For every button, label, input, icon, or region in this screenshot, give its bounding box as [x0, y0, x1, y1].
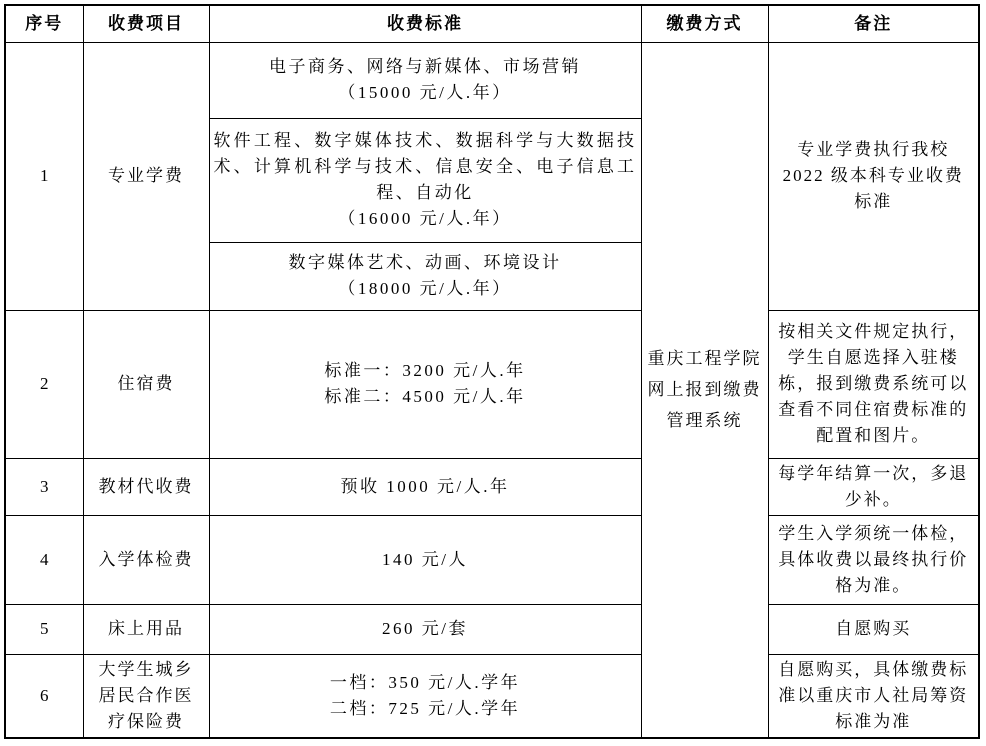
- row2-no: 2: [5, 310, 83, 458]
- standard-line: 预收 1000 元/人.年: [340, 476, 510, 496]
- standard-line: 140 元/人: [382, 549, 468, 569]
- header-cell-no: 序号: [5, 5, 83, 42]
- row6-no: 6: [5, 654, 83, 738]
- payment-method-cell: 重庆工程学院网上报到缴费管理系统: [641, 42, 768, 738]
- table-row: [5, 42, 979, 118]
- row2-remark: 按相关文件规定执行，学生自愿选择入驻楼栋，报到缴费系统可以查看不同住宿费标准的配置和图片。: [768, 310, 979, 458]
- row3-item: 教材代收费: [83, 458, 209, 515]
- row6-standard: [209, 654, 641, 738]
- standard-line: 标准一：3200 元/人.年: [324, 361, 526, 380]
- majors-text: 电子商务、网络与新媒体、市场营销: [269, 57, 581, 76]
- price-text: （18000 元/人.年）: [338, 279, 512, 298]
- majors-text: 数字媒体艺术、动画、环境设计: [288, 253, 562, 272]
- row3-remark: 每学年结算一次，多退少补。: [768, 458, 979, 515]
- standard-line: 二档：725 元/人.学年: [329, 698, 521, 718]
- row4-item: 入学体检费: [83, 515, 209, 604]
- price-text: （15000 元/人.年）: [338, 83, 512, 102]
- row1-no: 1: [5, 42, 83, 310]
- row5-remark: 自愿购买: [768, 604, 979, 654]
- header-cell-standard: 收费标准: [209, 5, 641, 42]
- row3-standard: [209, 458, 641, 515]
- standard-line: 标准二：4500 元/人.年: [324, 387, 526, 406]
- row1-standard-1: [209, 42, 641, 118]
- row4-standard: [209, 515, 641, 604]
- header-cell-remark: 备注: [768, 5, 979, 42]
- row5-standard: [209, 604, 641, 654]
- standard-line: 260 元/套: [382, 619, 468, 638]
- standard-line: 一档：350 元/人.学年: [329, 672, 521, 692]
- header-cell-item: 收费项目: [83, 5, 209, 42]
- header-row: [5, 5, 979, 42]
- price-text: （16000 元/人.年）: [338, 209, 512, 228]
- row1-standard-2: [209, 118, 641, 242]
- row3-no: 3: [5, 458, 83, 515]
- fee-table-container: [4, 4, 980, 739]
- row1-standard-3: [209, 242, 641, 310]
- header-cell-payment: 缴费方式: [641, 5, 768, 42]
- row1-remark: 专业学费执行我校 2022 级本科专业收费标准: [768, 42, 979, 310]
- row1-item: 专业学费: [83, 42, 209, 310]
- table-row: [5, 458, 979, 515]
- row4-no: 4: [5, 515, 83, 604]
- majors-text: 软件工程、数字媒体技术、数据科学与大数据技术、计算机科学与技术、信息安全、电子信息工程、自动化: [213, 131, 637, 202]
- row6-item: 大学生城乡居民合作医疗保险费: [83, 654, 209, 738]
- table-row: [5, 515, 979, 604]
- row5-item: 床上用品: [83, 604, 209, 654]
- row5-no: 5: [5, 604, 83, 654]
- fee-table: [4, 4, 980, 739]
- row4-remark: 学生入学须统一体检，具体收费以最终执行价格为准。: [768, 515, 979, 604]
- table-row: [5, 310, 979, 458]
- row6-remark: 自愿购买，具体缴费标准以重庆市人社局筹资标准为准: [768, 654, 979, 738]
- table-row: [5, 654, 979, 738]
- row2-standard: [209, 310, 641, 458]
- table-row: [5, 604, 979, 654]
- row2-item: 住宿费: [83, 310, 209, 458]
